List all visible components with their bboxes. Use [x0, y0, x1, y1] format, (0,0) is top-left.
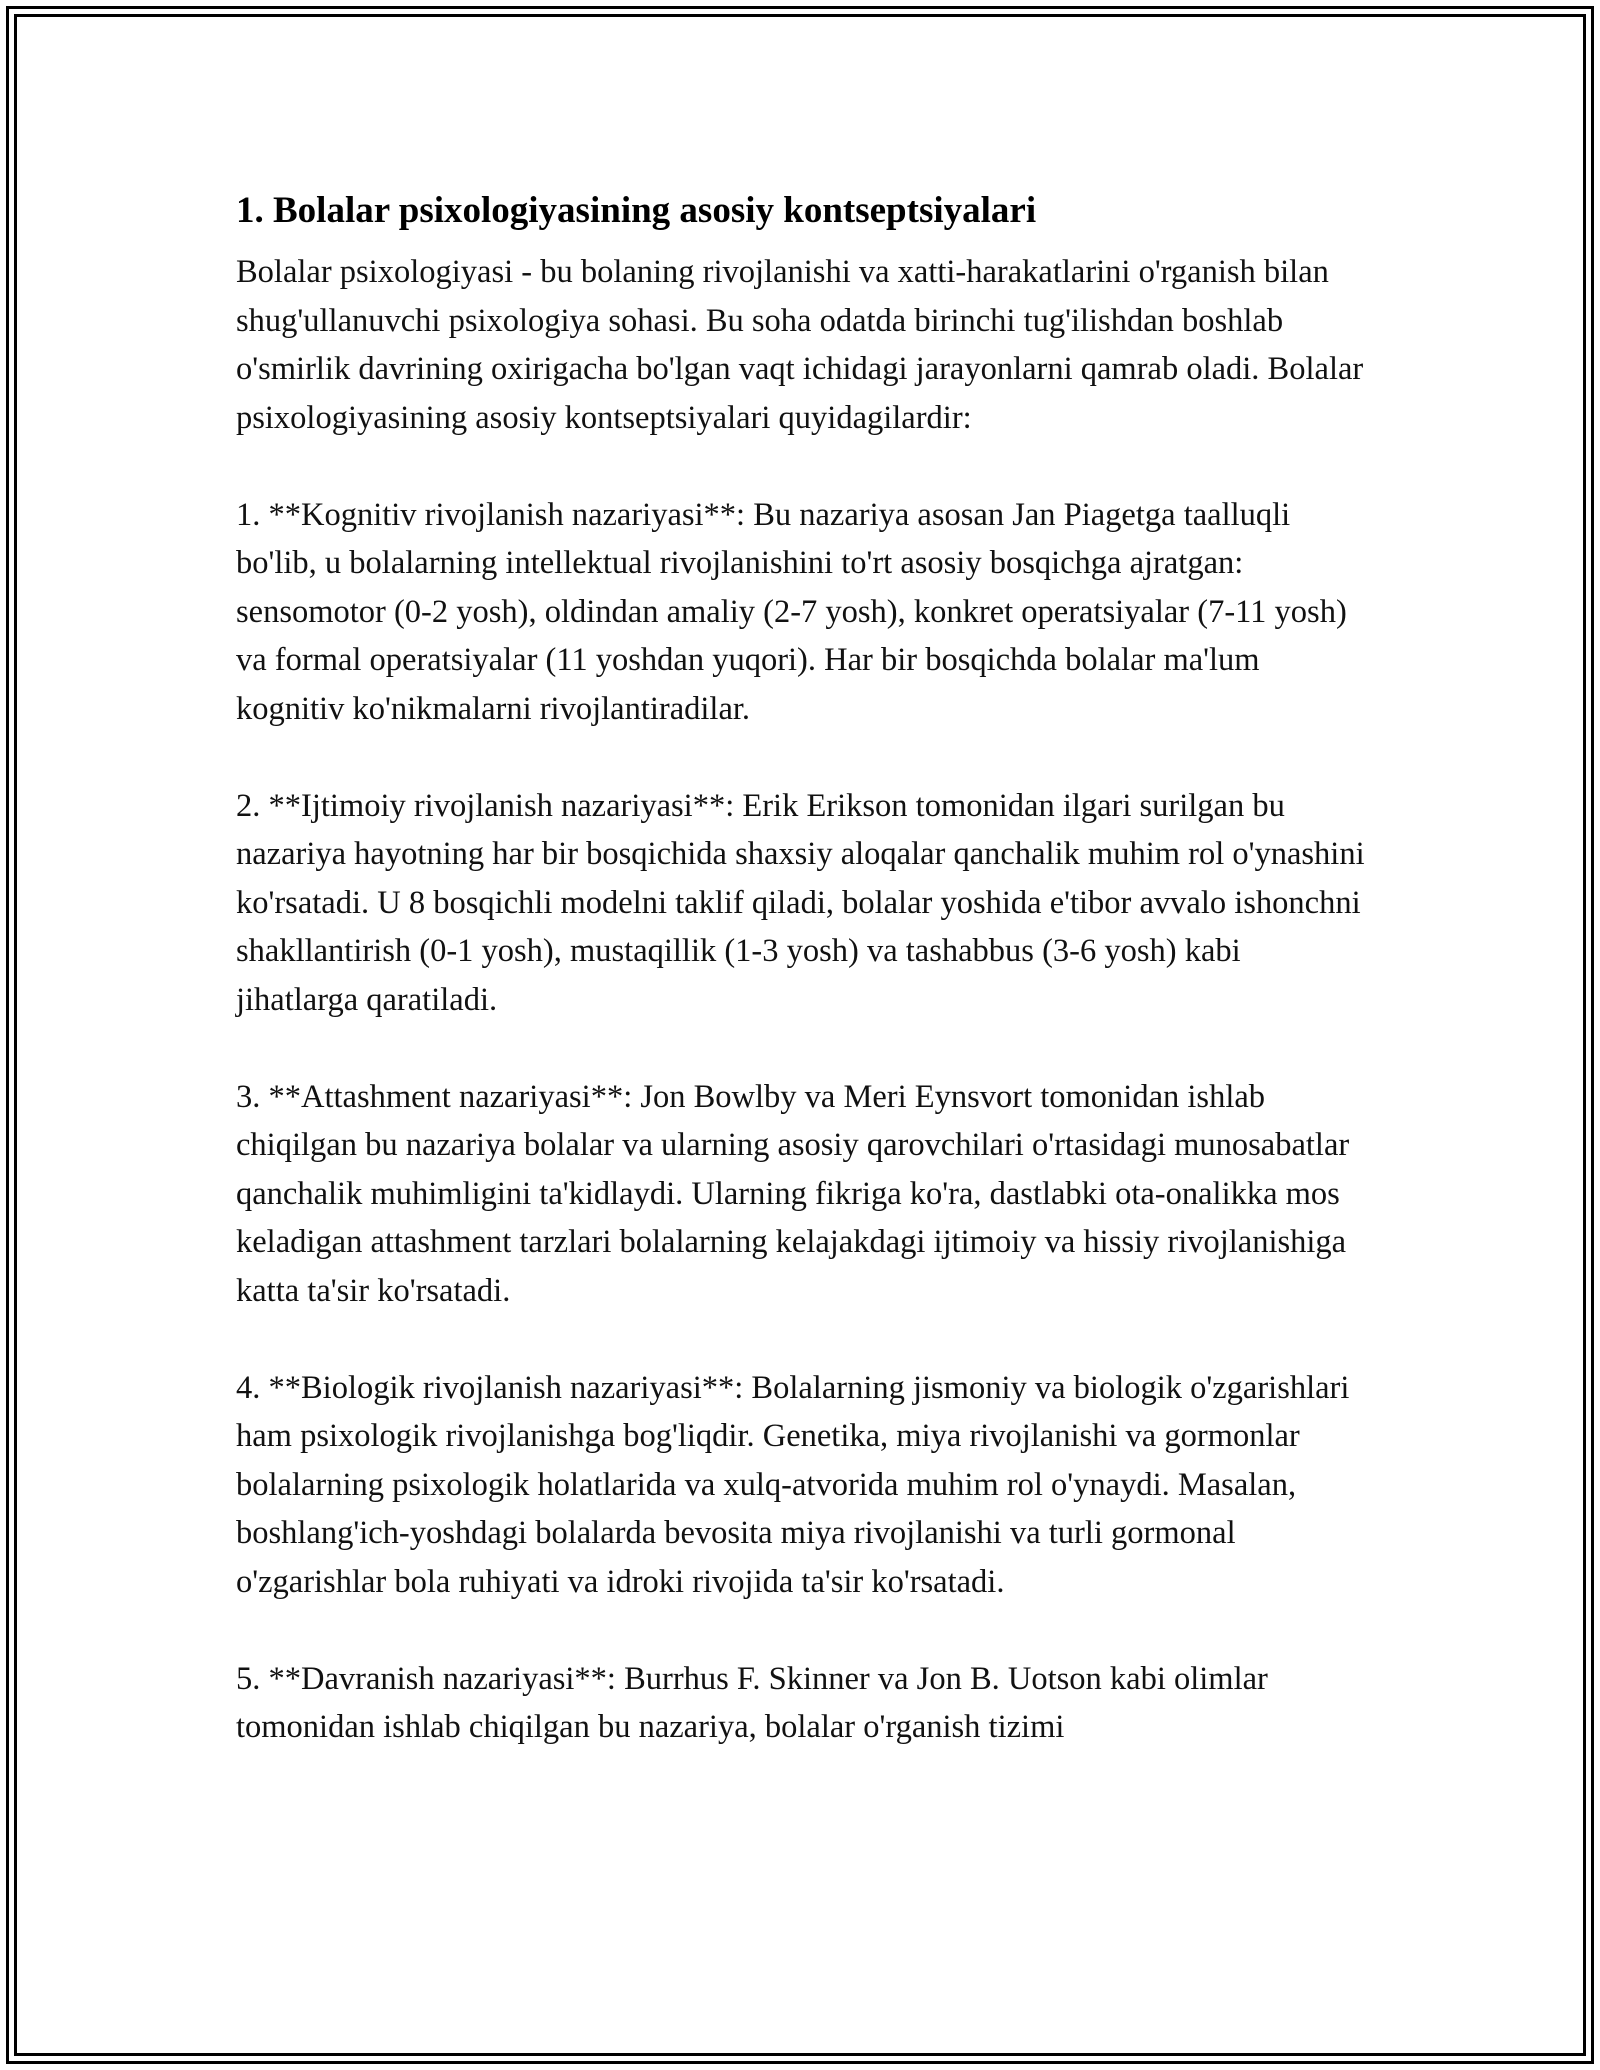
intro-paragraph: Bolalar psixologiyasi - bu bolaning rivojlanishi va xatti-harakatlarini o'rganish bilan shug'ullanuvchi psixologiya sohasi. Bu soha odatda birinchi tug'ilishdan boshlab o'smirlik davrining oxirigacha bo'lgan vaqt ichidagi jarayonlarni qamrab oladi. Bolalar psixologiyasining asosiy kontseptsiyalari quyidagilardir:: [236, 254, 1364, 436]
document-body: [236, 188, 1366, 1752]
document-title: 1. Bolalar psixologiyasining asosiy kontseptsiyalari: [236, 190, 1037, 231]
paragraph-social-theory: 2. **Ijtimoiy rivojlanish nazariyasi**: Erik Erikson tomonidan ilgari surilgan bu nazariya hayotning har bir bosqichida shaxsiy aloqalar qanchalik muhim rol o'ynashini ko'rsatadi. U 8 bosqichli modelni taklif qiladi, bolalar yoshida e'tibor avvalo ishonchni shakllantirish (0-1 yosh), mustaqillik (1-3 yosh) va tashabbus (3-6 yosh) kabi jihatlarga qaratiladi.: [236, 787, 1365, 1018]
paragraph-biological-theory: 4. **Biologik rivojlanish nazariyasi**: Bolalarning jismoniy va biologik o'zgarishlari ham psixologik rivojlanishga bog'liqdir. Genetika, miya rivojlanishi va gormonlar bolalarning psixologik holatlarida va xulq-atvorida muhim rol o'ynaydi. Masalan, boshlang'ich-yoshdagi bolalarda bevosita miya rivojlanishi va turli gormonal o'zgarishlar bola ruhiyati va idroki rivojida ta'sir ko'rsatadi.: [236, 1369, 1350, 1600]
paragraph-attachment-theory: 3. **Attashment nazariyasi**: Jon Bowlby va Meri Eynsvort tomonidan ishlab chiqilgan bu nazariya bolalar va ularning asosiy qarovchilari o'rtasidagi munosabatlar qanchalik muhimligini ta'kidlaydi. Ularning fikriga ko'ra, dastlabki ota-onalikka mos keladigan attashment tarzlari bolalarning kelajakdagi ijtimoiy va hissiy rivojlanishiga katta ta'sir ko'rsatadi.: [236, 1078, 1350, 1309]
paragraph-cognitive-theory: 1. **Kognitiv rivojlanish nazariyasi**: Bu nazariya asosan Jan Piagetga taalluqli bo'lib, u bolalarning intellektual rivojlanishini to'rt asosiy bosqichga ajratgan: sensomotor (0-2 yosh), oldindan amaliy (2-7 yosh), konkret operatsiyalar (7-11 yosh) va formal operatsiyalar (11 yoshdan yuqori). Har bir bosqichda bolalar ma'lum kognitiv ko'nikmalarni rivojlantiradilar.: [236, 496, 1347, 727]
paragraph-behavior-theory: 5. **Davranish nazariyasi**: Burrhus F. Skinner va Jon B. Uotson kabi olimlar tomonidan ishlab chiqilgan bu nazariya, bolalar o'rganish tizimi: [236, 1660, 1268, 1745]
